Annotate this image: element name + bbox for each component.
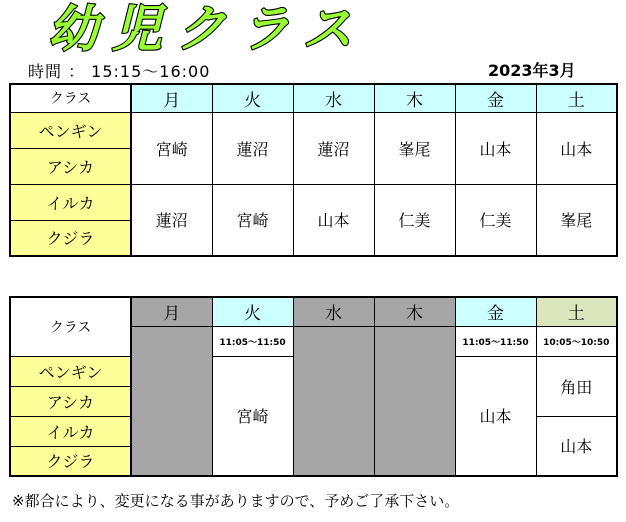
no-class-mon: [131, 326, 212, 476]
day-header-thu: 木: [374, 297, 455, 326]
teacher-cell-tue: 宮崎: [212, 356, 293, 476]
teacher-cell: 山本: [536, 112, 617, 184]
teacher-cell: 蓮沼: [131, 184, 212, 256]
day-header-tue: 火: [212, 297, 293, 326]
page-title: 幼児クラス: [48, 0, 367, 58]
teacher-cell: 山本: [455, 112, 536, 184]
time-fri: 11:05～11:50: [455, 326, 536, 356]
page-title-banner: [40, 0, 600, 56]
day-header-sat: 土: [536, 297, 617, 326]
day-header-mon: 月: [131, 84, 212, 112]
time-tue: 11:05～11:50: [212, 326, 293, 356]
class-name: クジラ: [10, 220, 131, 256]
class-name: イルカ: [10, 184, 131, 220]
teacher-cell: 峯尾: [374, 112, 455, 184]
class-name: ペンギン: [10, 112, 131, 148]
teacher-cell: 仁美: [374, 184, 455, 256]
class-name: アシカ: [10, 386, 131, 416]
time-sat: 10:05～10:50: [536, 326, 617, 356]
teacher-cell: 宮崎: [212, 184, 293, 256]
teacher-cell: 蓮沼: [293, 112, 374, 184]
time-label: 時間 ： 15:15～16:00: [28, 62, 211, 81]
day-header-fri: 金: [455, 84, 536, 112]
table-header-row: [10, 84, 617, 112]
class-name: イルカ: [10, 416, 131, 446]
class-name: クジラ: [10, 446, 131, 476]
table-row: [10, 112, 617, 148]
teacher-cell: 山本: [293, 184, 374, 256]
day-header-thu: 木: [374, 84, 455, 112]
teacher-cell: 峯尾: [536, 184, 617, 256]
teacher-cell-sat-top: 角田: [536, 356, 617, 416]
class-column-header: クラス: [10, 84, 131, 112]
day-header-mon: 月: [131, 297, 212, 326]
schedule-table-1: [9, 83, 618, 257]
teacher-cell: 蓮沼: [212, 112, 293, 184]
teacher-cell-fri: 山本: [455, 356, 536, 476]
table-row: [10, 184, 617, 220]
no-class-thu: [374, 326, 455, 476]
schedule-table-2: [9, 296, 618, 477]
day-header-fri: 金: [455, 297, 536, 326]
day-header-wed: 水: [293, 84, 374, 112]
teacher-cell-sat-bottom: 山本: [536, 416, 617, 476]
month-label: 2023年3月: [488, 61, 576, 80]
no-class-wed: [293, 326, 374, 476]
table-header-row: [10, 297, 617, 326]
class-name: アシカ: [10, 148, 131, 184]
teacher-cell: 仁美: [455, 184, 536, 256]
class-column-header: クラス: [10, 297, 131, 356]
teacher-cell: 宮崎: [131, 112, 212, 184]
class-name: ペンギン: [10, 356, 131, 386]
footnote: ※都合により、変更になる事がありますので、予めご了承下さい。: [12, 492, 460, 510]
day-header-tue: 火: [212, 84, 293, 112]
day-header-sat: 土: [536, 84, 617, 112]
day-header-wed: 水: [293, 297, 374, 326]
